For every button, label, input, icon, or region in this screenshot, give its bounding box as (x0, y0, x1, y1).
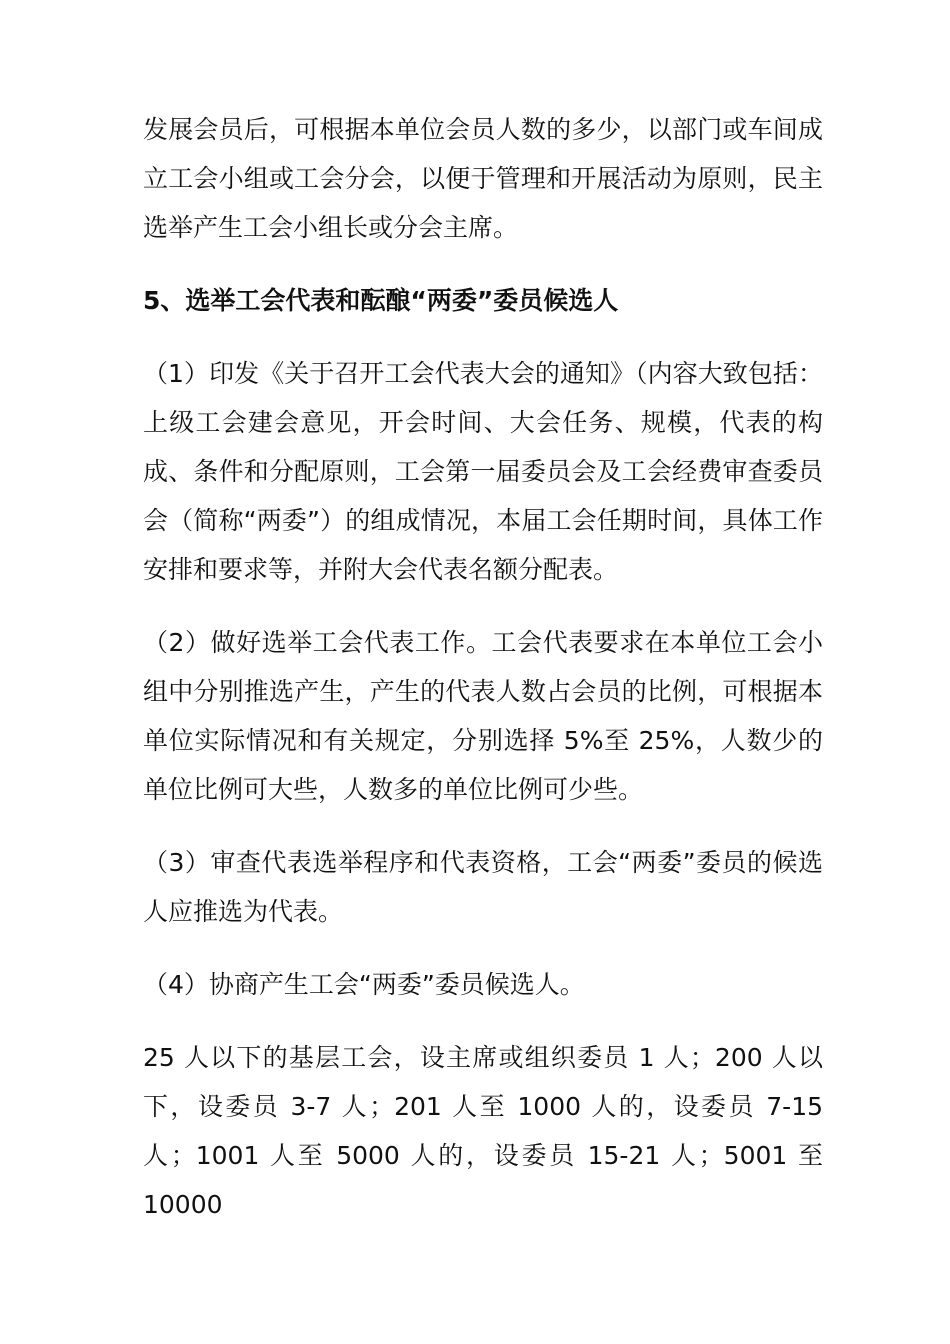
paragraph-committee-size: 25 人以下的基层工会，设主席或组织委员 1 人；200 人以下，设委员 3-7 人；201 人至 1000 人的，设委员 7-15 人；1001 人至 5000 人的，设委员 15-21 人；5001 至 10000 (143, 1043, 823, 1219)
section-heading-5: 5、选举工会代表和酝酿“两委”委员候选人 (143, 286, 619, 315)
document-page (143, 105, 823, 1229)
paragraph-item-3: （3）审查代表选举程序和代表资格，工会“两委”委员的候选人应推选为代表。 (143, 848, 823, 926)
paragraph-item-1: （1）印发《关于召开工会代表大会的通知》（内容大致包括：上级工会建会意见，开会时间、大会任务、规模，代表的构成、条件和分配原则，工会第一届委员会及工会经费审查委员会（简称“两委”）的组成情况，本届工会任期时间，具体工作安排和要求等，并附大会代表名额分配表。 (143, 359, 823, 584)
paragraph-item-2: （2）做好选举工会代表工作。工会代表要求在本单位工会小组中分别推选产生，产生的代表人数占会员的比例，可根据本单位实际情况和有关规定，分别选择 5%至 25%，人数少的单位比例可大些，人数多的单位比例可少些。 (143, 628, 823, 804)
paragraph-intro: 发展会员后，可根据本单位会员人数的多少，以部门或车间成立工会小组或工会分会，以便于管理和开展活动为原则，民主选举产生工会小组长或分会主席。 (143, 115, 823, 242)
paragraph-item-4: （4）协商产生工会“两委”委员候选人。 (143, 970, 585, 999)
